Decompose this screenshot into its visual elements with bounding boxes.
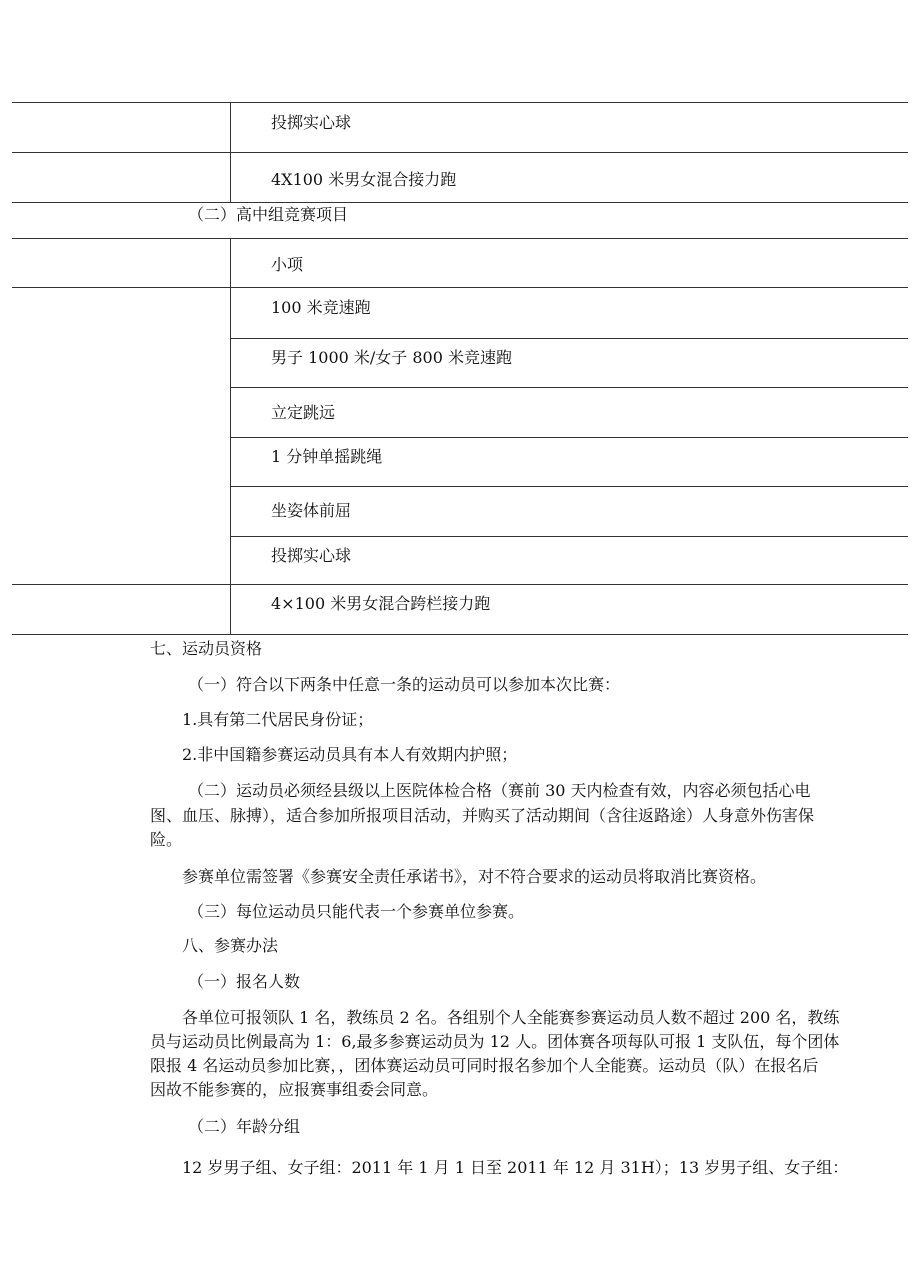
paragraph-line: 险。 [150,830,183,849]
paragraph: 2.非中国籍参赛运动员具有本人有效期内护照； [182,745,518,764]
table-cell: 4×100 米男女混合跨栏接力跑 [271,594,491,613]
paragraph-line: 各单位可报领队 1 名，教练员 2 名。各组别个人全能赛参赛运动员人数不超过 200 名，教练 [182,1008,840,1027]
table-cell: 100 米竞速跑 [271,298,371,317]
table-cell: 立定跳远 [271,403,336,422]
table-cell: 男子 1000 米/女子 800 米竞速跑 [271,348,512,367]
table-rule [231,536,908,537]
paragraph: 1.具有第二代居民身份证； [182,710,374,729]
paragraph-line: 员与运动员比例最高为 1：6,最多参赛运动员为 12 人。团体赛各项每队可报 1 支队伍，每个团体 [150,1032,840,1051]
paragraph: （一）符合以下两条中任意一条的运动员可以参加本次比赛： [188,675,621,694]
table-rule [12,152,908,153]
paragraph-line: 因故不能参赛的，应报赛事组委会同意。 [150,1080,439,1099]
table-cell: 4X100 米男女混合接力跑 [271,170,457,189]
subsection-title: （二）年龄分组 [188,1117,301,1136]
table-rule [12,287,908,288]
paragraph: （三）每位运动员只能代表一个参赛单位参赛。 [188,902,525,921]
table-column-divider [230,102,231,202]
section-title: 七、运动员资格 [150,639,263,658]
paragraph: 参赛单位需签署《参赛安全责任承诺书》，对不符合要求的运动员将取消比赛资格。 [182,867,767,886]
table-cell: 投掷实心球 [271,546,352,565]
table-header-cell: 小项 [271,255,304,274]
table-column-divider [230,238,231,634]
paragraph-line: 限报 4 名运动员参加比赛，，团体赛运动员可同时报名参加个人全能赛。运动员（队）在报名后 [150,1056,819,1075]
table-rule [12,102,908,103]
table-cell: 坐姿体前屈 [271,501,352,520]
table-rule [231,486,908,487]
paragraph: 12 岁男子组、女子组：2011 年 1 月 1 日至 2011 年 12 月 31H）；13 岁男子组、女子组： [182,1158,849,1177]
section-heading: （二）高中组竞赛项目 [188,205,349,224]
table-rule [231,387,908,388]
table-rule [12,634,908,635]
paragraph-line: （二）运动员必须经县级以上医院体检合格（赛前 30 天内检查有效，内容必须包括心电 [188,781,811,800]
table-cell: 1 分钟单摇跳绳 [271,447,383,466]
table-rule [12,202,908,203]
table-rule [12,584,908,585]
subsection-title: （一）报名人数 [188,972,301,991]
section-title: 八、参赛办法 [182,936,279,955]
paragraph-line: 图、血压、脉搏），适合参加所报项目活动，并购买了活动期间（含往返路途）人身意外伤害保 [150,806,815,825]
table-cell: 投掷实心球 [271,113,352,132]
table-rule [231,437,908,438]
table-rule [12,238,908,239]
table-rule [231,338,908,339]
